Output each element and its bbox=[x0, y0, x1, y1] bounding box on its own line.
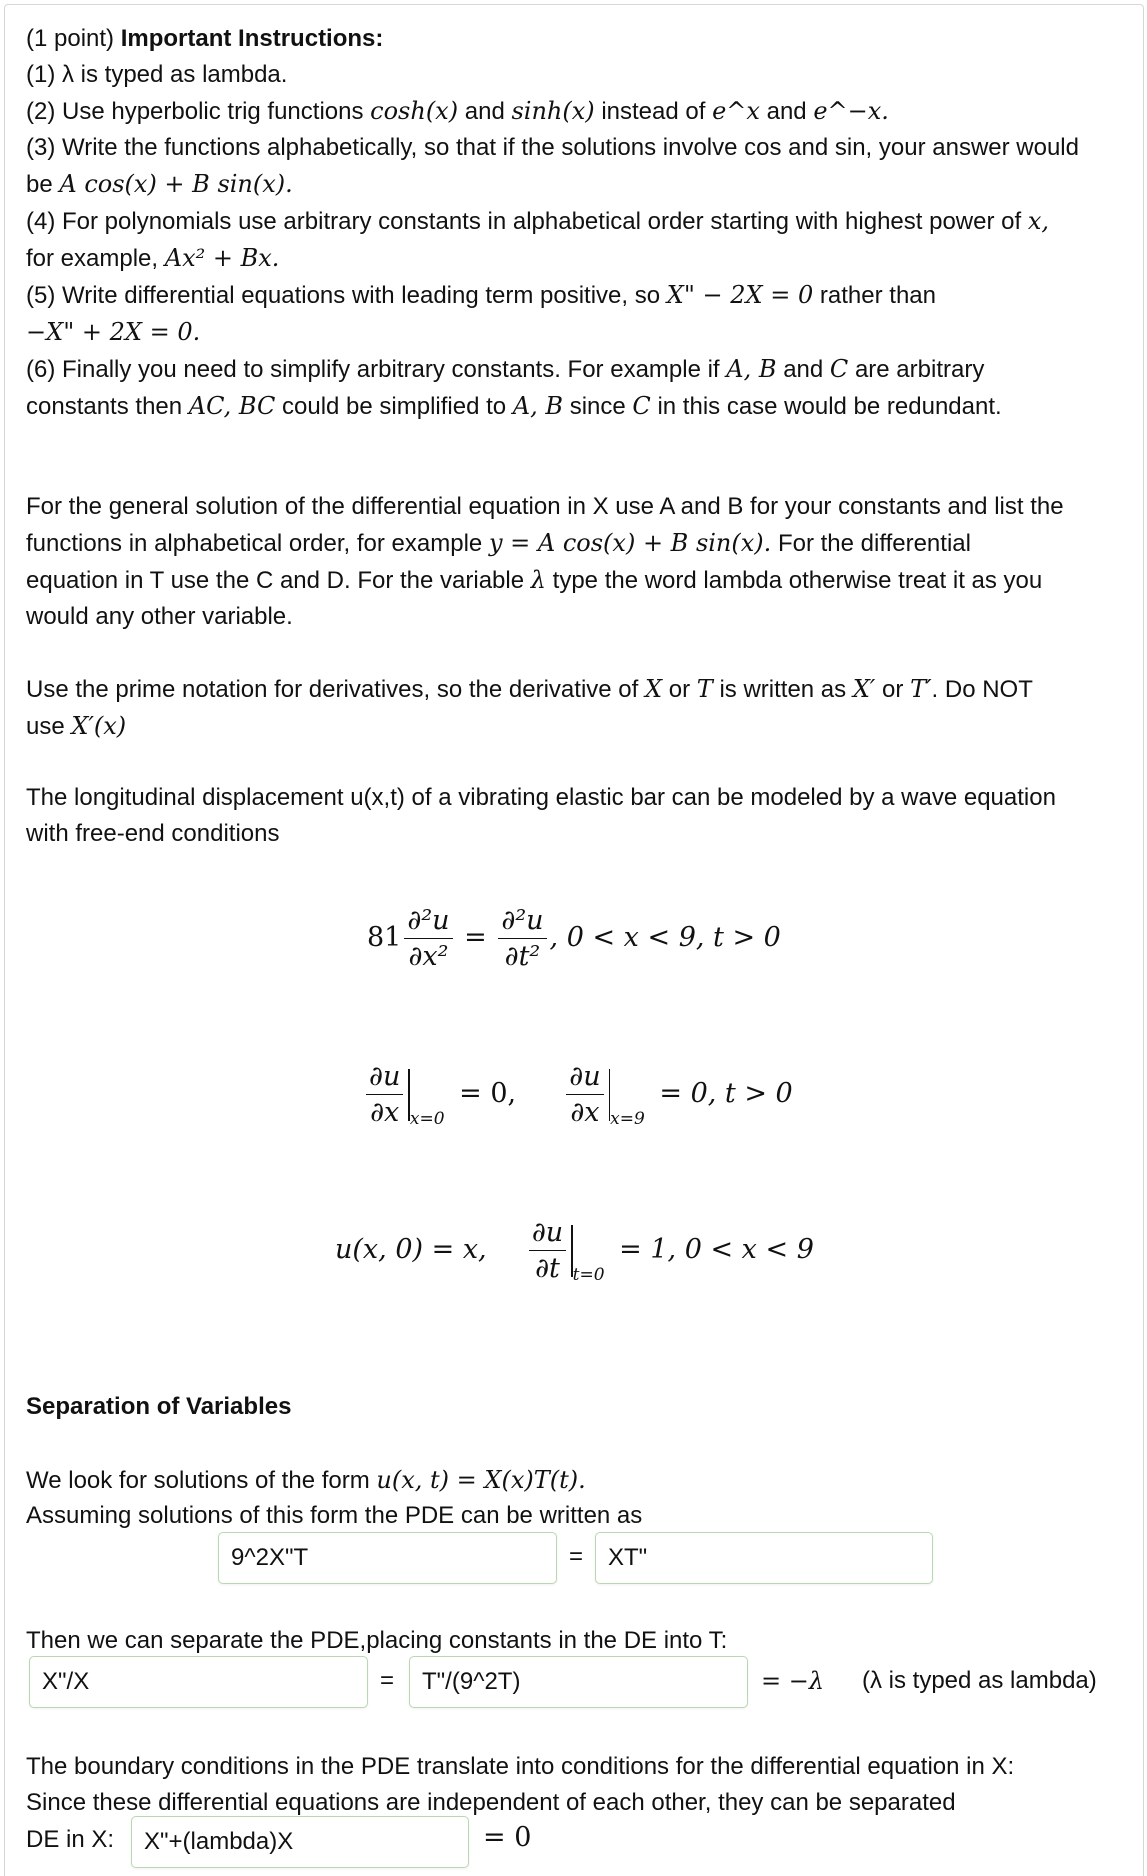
instruction-4-cont: for example, Ax² + Bx. bbox=[26, 244, 280, 272]
separation-line-4: The boundary conditions in the PDE translate into conditions for the differential equation in X: bbox=[26, 1753, 1015, 1780]
equals-zero: = 0 bbox=[483, 1822, 532, 1853]
pde-rhs-input[interactable]: XT" bbox=[595, 1532, 933, 1584]
equals-neg-lambda: = −λ bbox=[761, 1667, 825, 1695]
initial-conditions: u(x, 0) = x, $\frac{\partial u}{\partial t}$ t=0 = 1, 0 < x < 9 bbox=[335, 1217, 814, 1286]
instruction-3-cont: be A cos(x) + B sin(x). bbox=[26, 170, 293, 198]
instruction-3: (3) Write the functions alphabetically, so that if the solutions involve cos and sin, your answer would bbox=[26, 134, 1079, 161]
boundary-conditions: $\frac{\partial u}{\partial x}$ x=0 = 0, $\frac{\partial u}{\partial x}$ x=9 = 0, t > 0 bbox=[363, 1061, 793, 1137]
points-label: (1 point) bbox=[26, 25, 115, 52]
prime-notation-paragraph: Use the prime notation for derivatives, so the derivative of X or T is written as X′ or T′. Do NOT use X′(x) bbox=[26, 675, 1033, 740]
instruction-1: (1) λ is typed as lambda. bbox=[26, 61, 288, 88]
problem-card bbox=[4, 4, 1144, 1876]
separation-line-5: Since these differential equations are independent of each other, they can be separated bbox=[26, 1789, 956, 1816]
de-in-x-input[interactable]: X"+(lambda)X bbox=[131, 1816, 469, 1868]
pde-lhs-input[interactable]: 9^2X"T bbox=[218, 1532, 557, 1584]
equals-sign: = bbox=[569, 1543, 584, 1570]
instruction-6-cont: constants then AC, BC could be simplified to A, B since C in this case would be redundant. bbox=[26, 392, 1002, 420]
x-ratio-input[interactable]: X"/X bbox=[29, 1656, 368, 1708]
equals-sign: = bbox=[380, 1667, 395, 1694]
general-solution-paragraph: For the general solution of the differential equation in X use A and B for your constants and list the functions in alphabetical order, for example y = A cos(x) + B sin(x). For the differential equation in T use the C and D. For the variable λ type the word lambda otherwise treat it as you would any other variable. bbox=[26, 493, 1064, 630]
instruction-6: (6) Finally you need to simplify arbitrary constants. For example if A, B and C are arbitrary bbox=[26, 355, 985, 383]
instructions-title: Important Instructions: bbox=[120, 25, 384, 52]
instruction-5: (5) Write differential equations with leading term positive, so X" − 2X = 0 rather than bbox=[26, 281, 936, 309]
separation-line-1: We look for solutions of the form u(x, t) = X(x)T(t). bbox=[26, 1466, 586, 1494]
separation-heading: Separation of Variables bbox=[26, 1393, 292, 1420]
instructions-block bbox=[26, 21, 1136, 425]
problem-statement: The longitudinal displacement u(x,t) of a vibrating elastic bar can be modeled by a wave equation with free-end conditions bbox=[26, 784, 1056, 847]
lambda-note: (λ is typed as lambda) bbox=[862, 1667, 1097, 1694]
header-line bbox=[26, 21, 1136, 57]
wave-equation: 81 $\frac{\text{∂²u}}{\text{∂x²}}$ = $\frac{\text{∂²u}}{\text{∂t²}}$ , 0 < x < 9, t > 0 bbox=[367, 905, 781, 973]
de-in-x-label: DE in X: bbox=[26, 1826, 115, 1853]
instruction-4: (4) For polynomials use arbitrary constants in alphabetical order starting with highest power of x, bbox=[26, 207, 1049, 235]
separation-line-3: Then we can separate the PDE,placing constants in the DE into T: bbox=[26, 1627, 728, 1654]
instruction-2: (2) Use hyperbolic trig functions cosh(x) and sinh(x) instead of e^x and e^−x. bbox=[26, 97, 889, 125]
instruction-5-cont: −X" + 2X = 0. bbox=[26, 318, 201, 346]
separation-line-2: Assuming solutions of this form the PDE can be written as bbox=[26, 1502, 643, 1529]
t-ratio-input[interactable]: T"/(9^2T) bbox=[409, 1656, 748, 1708]
